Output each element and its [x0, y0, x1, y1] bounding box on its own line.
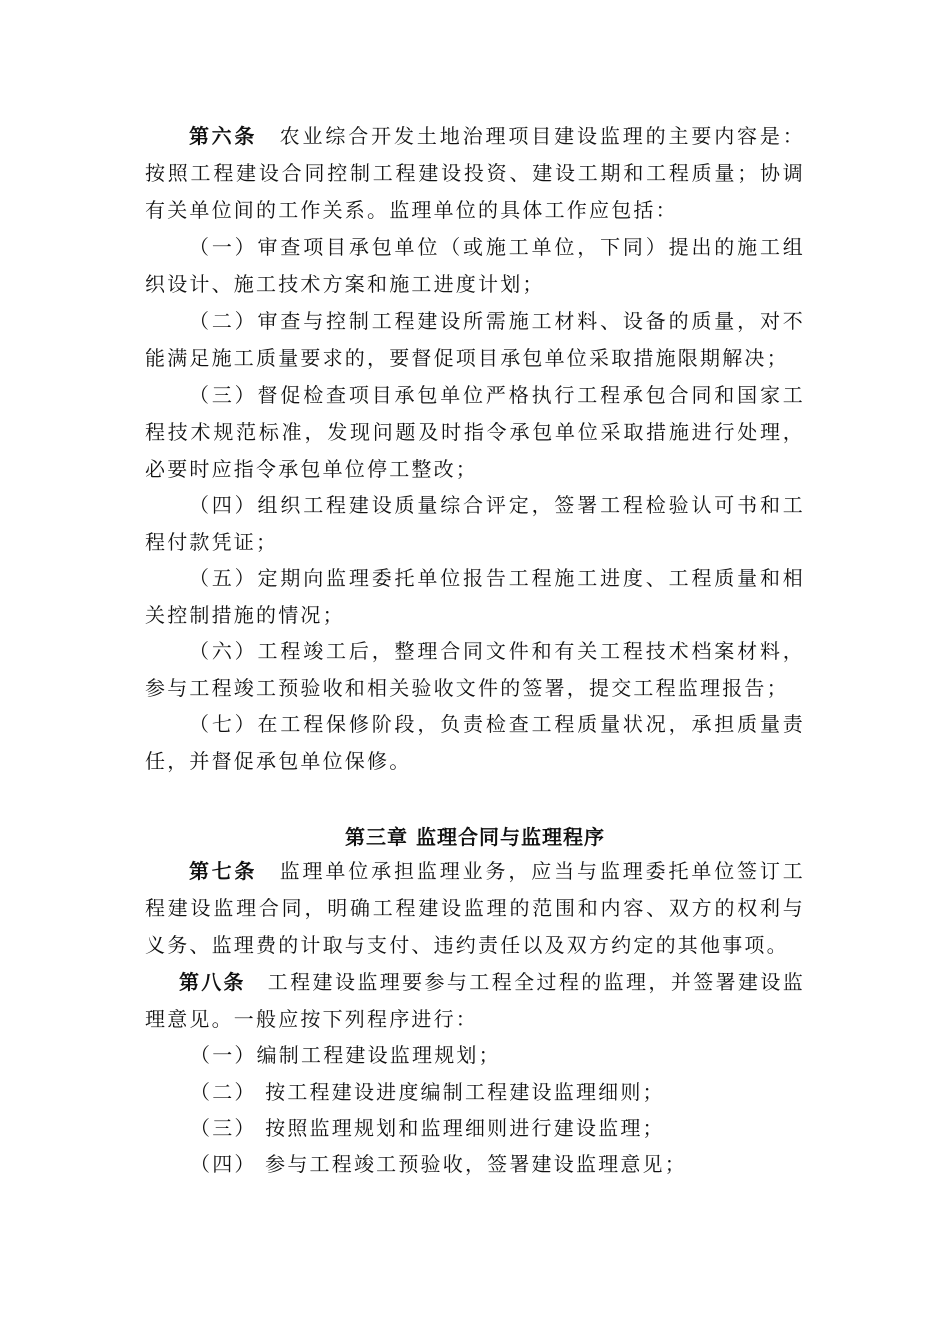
- article-8-label: 第八条: [179, 970, 246, 994]
- article-7-label: 第七条: [189, 859, 258, 883]
- article-6-item-2: （二）审查与控制工程建设所需施工材料、设备的质量，对不能满足施工质量要求的，要督促项目承包单位采取措施限期解决；: [145, 309, 805, 370]
- article-7: [145, 853, 805, 963]
- article-8-text: 工程建设监理要参与工程全过程的监理，并签署建设监理意见。一般应按下列程序进行：: [145, 970, 805, 1031]
- article-8-item-2: （二） 按工程建设进度编制工程建设监理细则；: [190, 1080, 665, 1104]
- article-8-item-4: （四） 参与工程竣工预验收，签署建设监理意见；: [190, 1152, 687, 1176]
- article-8-item-3: （三） 按照监理规划和监理细则进行建设监理；: [190, 1116, 665, 1140]
- article-8: [145, 964, 805, 1038]
- article-6-item-7: （七）在工程保修阶段，负责检查工程质量状况，承担质量责任，并督促承包单位保修。: [145, 712, 805, 773]
- article-6-intro: [145, 118, 805, 228]
- article-6-item-4: （四）组织工程建设质量综合评定，签署工程检验认可书和工程付款凭证；: [145, 493, 805, 554]
- article-6-label: 第六条: [189, 124, 258, 148]
- article-6-item-1: （一）审查项目承包单位（或施工单位，下同）提出的施工组织设计、施工技术方案和施工进度计划；: [145, 235, 805, 296]
- article-6-item-3: （三）督促检查项目承包单位严格执行工程承包合同和国家工程技术规范标准，发现问题及时指令承包单位采取措施进行处理，必要时应指令承包单位停工整改；: [145, 383, 805, 481]
- article-6-text: 农业综合开发土地治理项目建设监理的主要内容是：按照工程建设合同控制工程建设投资、建设工期和工程质量；协调有关单位间的工作关系。监理单位的具体工作应包括：: [145, 124, 805, 222]
- article-6-item-5: （五）定期向监理委托单位报告工程施工进度、工程质量和相关控制措施的情况；: [145, 566, 805, 627]
- article-7-text: 监理单位承担监理业务，应当与监理委托单位签订工程建设监理合同，明确工程建设监理的范围和内容、双方的权利与义务、监理费的计取与支付、违约责任以及双方约定的其他事项。: [145, 859, 805, 957]
- chapter-3-title: 第三章 监理合同与监理程序: [345, 825, 605, 849]
- article-8-item-1: （一）编制工程建设监理规划；: [190, 1043, 501, 1067]
- article-6-item-6: （六）工程竣工后，整理合同文件和有关工程技术档案材料，参与工程竣工预验收和相关验收文件的签署，提交工程监理报告；: [145, 639, 805, 700]
